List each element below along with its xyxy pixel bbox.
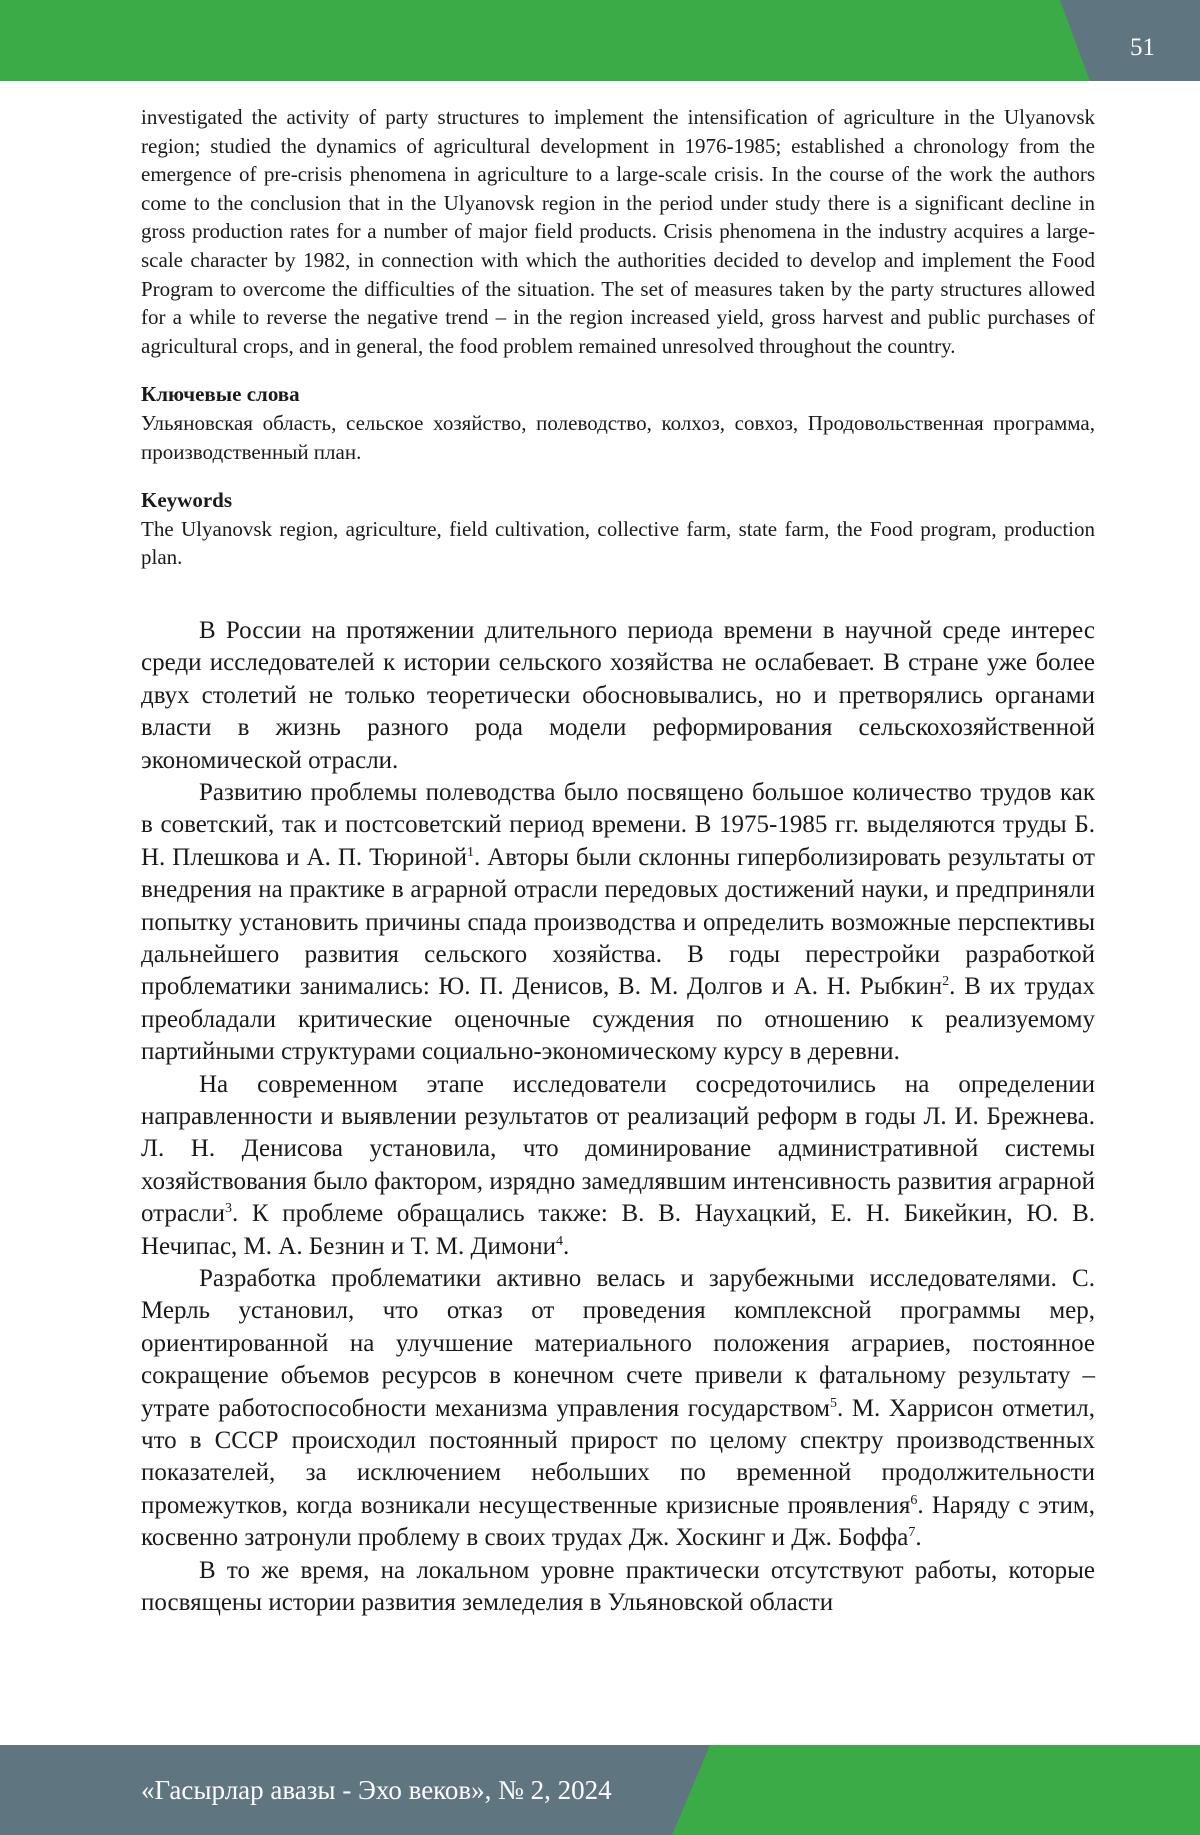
paragraph-4-text-c: . Наряду с этим, косвенно затронули проблему в своих трудах Дж. Хоскинг и Дж. Боффа	[141, 1491, 1095, 1552]
header-band	[0, 0, 1200, 81]
keywords-ru-text: Ульяновская область, сельское хозяйство, полеводство, колхоз, совхоз, Продовольственная программа, производственный план.	[141, 410, 1095, 464]
footnote-ref-1[interactable]: 1	[466, 844, 474, 860]
paragraph-3-text-c: .	[563, 1232, 570, 1260]
footnote-ref-6[interactable]: 6	[910, 1492, 918, 1508]
abstract	[141, 103, 1095, 360]
paragraph-3-text-a: На современном этапе исследователи сосредоточились на определении направленности и выявлении результатов от реализаций реформ в годы Л. И. Брежнева. Л. Н. Денисова установила, что доминирование административной системы хозяйствования было фактором, изрядно замедлявшим интенсивность развития аграрной отрасли	[141, 1070, 1095, 1228]
paragraph-1-text: В России на протяжении длительного периода времени в научной среде интерес среди исследователей к истории сельского хозяйства не ослабевает. В стране уже более двух столетий не только теоретически обосновывались, но и претворялись органами власти в жизнь разного рода модели реформирования сельскохозяйственной экономической отрасли.	[141, 616, 1095, 774]
footnote-ref-2[interactable]: 2	[942, 974, 950, 990]
keywords-ru	[141, 380, 1095, 466]
paragraph-4-text-d: .	[915, 1524, 922, 1552]
paragraph-5-text: В то же время, на локальном уровне практически отсутствуют работы, которые посвящены истории развития земледелия в Ульяновской области	[141, 1556, 1095, 1617]
journal-title: «Гасырлар авазы - Эхо веков», № 2, 2024	[141, 1775, 612, 1805]
footer-accent	[672, 1745, 1200, 1835]
footnote-ref-7[interactable]: 7	[908, 1525, 916, 1541]
keywords-en	[141, 486, 1095, 572]
paragraph-4-text-a: Разработка проблематики активно велась и зарубежными исследователями. С. Мерль установил, что отказ от проведения комплексной программы мер, ориентированной на улучшение материального положения аграриев, постоянное сокращение объемов ресурсов в конечном счете привели к фатальному результату – утрате работоспособности механизма управления государством	[141, 1265, 1095, 1422]
paragraph-3	[141, 1069, 1095, 1263]
paragraph-4	[141, 1263, 1095, 1555]
paragraph-2-text-c: . В их трудах преобладали критические оценочные суждения по отношению к реализуемому партийными структурами социально-экономическому курсу в деревни.	[141, 973, 1095, 1066]
article-body	[141, 615, 1095, 1620]
footnote-ref-3[interactable]: 3	[224, 1201, 232, 1217]
page-content	[141, 103, 1095, 1620]
paragraph-5	[141, 1555, 1095, 1620]
paragraph-2-text-b: . Авторы были склонны гиперболизировать результаты от внедрения на практике в аграрной отрасли передовых достижений науки, и предприняли попытку установить причины спада производства и определить возможные перспективы дальнейшего развития сельского хозяйства. В годы перестройки разработкой проблематики занимались: Ю. П. Денисов, В. М. Долгов и А. Н. Рыбкин	[141, 843, 1095, 1001]
keywords-en-text: The Ulyanovsk region, agriculture, field cultivation, collective farm, state farm, the Food program, production plan.	[141, 516, 1095, 570]
page-number: 51	[1130, 34, 1155, 61]
paragraph-2	[141, 777, 1095, 1069]
abstract-text: investigated the activity of party structures to implement the intensification of agriculture in the Ulyanovsk region; studied the dynamics of agricultural development in 1976-1985; established a chronology from the emergence of pre-crisis phenomena in agriculture to a large-scale crisis. In the course of the work the authors come to the conclusion that in the Ulyanovsk region in the period under study there is a significant decline in gross production rates for a number of major field products. Crisis phenomena in the industry acquires a large-scale character by 1982, in connection with which the authorities decided to develop and implement the Food Program to overcome the difficulties of the situation. The set of measures taken by the party structures allowed for a while to reverse the negative trend – in the region increased yield, gross harvest and public purchases of agricultural crops, and in general, the food problem remained unresolved throughout the country.	[141, 105, 1095, 358]
paragraph-4-text-b: . М. Харрисон отметил, что в СССР происходил постоянный прирост по целому спектру производственных показателей, за исключением небольших по временной продолжительности промежутков, когда возникали несущественные кризисные проявления	[141, 1394, 1096, 1519]
paragraph-1	[141, 615, 1095, 777]
footnote-ref-4[interactable]: 4	[556, 1233, 563, 1249]
keywords-en-heading: Keywords	[141, 488, 232, 513]
keywords-ru-heading: Ключевые слова	[141, 382, 300, 407]
paragraph-2-text-a: Развитию проблемы полеводства было посвящено большое количество трудов как в советский, так и постсоветский период времени. В 1975-1985 гг. выделяются труды Б. Н. Плешкова и А. П. Тюриной	[141, 778, 1095, 871]
footnote-ref-5[interactable]: 5	[829, 1395, 837, 1411]
paragraph-3-text-b: . К проблеме обращались также: В. В. Наухацкий, Е. Н. Бикейкин, Ю. В. Нечипас, М. А. Безнин и Т. М. Димони	[141, 1200, 1095, 1260]
